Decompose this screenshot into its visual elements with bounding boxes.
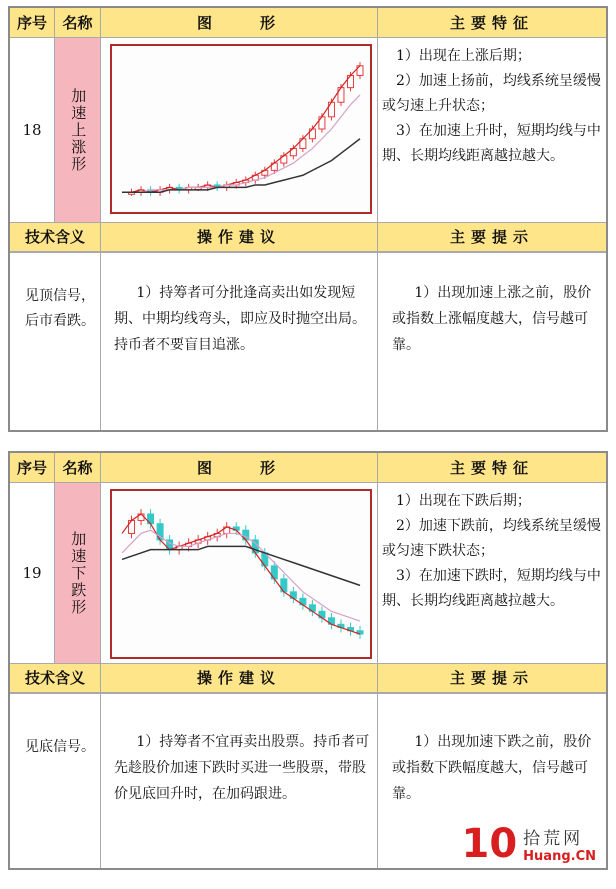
meaning-text: 见顶信号，后市看跌。: [25, 288, 95, 329]
feature-item: 1）出现在下跌后期；: [396, 493, 531, 509]
moving-average-line: [122, 546, 360, 585]
site-logo: [461, 821, 597, 867]
pattern-name: 加速下跌形: [69, 530, 88, 616]
header-figure: 图 形: [101, 453, 377, 483]
feature-item: 1）出现在上涨后期；: [396, 48, 531, 64]
header-seq: 序号: [10, 453, 54, 483]
header-name: 名称: [55, 8, 100, 38]
features-text: [382, 44, 604, 169]
feature-item: 2）加速下跌前，均线系统呈缓慢或匀速下跌状态；: [382, 518, 601, 559]
features-text: [382, 489, 604, 614]
logo-cn: 拾荒网: [523, 829, 584, 849]
meaning-text: 见底信号。: [25, 739, 95, 755]
header-meaning: 技术含义: [10, 663, 100, 693]
header-advice: 操作建议: [101, 663, 377, 693]
header-note: 主要提示: [378, 222, 606, 252]
pattern-card-18: [8, 6, 608, 432]
note-text: [392, 280, 598, 358]
advice-paragraph: 1）持筹者不宜再卖出股票。持币者可先趁股价加速下跌时买进一些股票，带股价见底回升时，在加码跟进。: [114, 734, 370, 802]
pattern-name-cell: [55, 38, 100, 222]
header-advice: 操作建议: [101, 222, 377, 252]
moving-average-line: [122, 95, 360, 192]
pattern-name-cell: [55, 483, 100, 663]
moving-average-line: [122, 530, 360, 621]
header-figure: 图 形: [101, 8, 377, 38]
pattern-card-19: [8, 451, 608, 870]
header-seq: 序号: [10, 8, 54, 38]
pattern-number: 18: [22, 121, 42, 139]
advice-text: [114, 280, 370, 358]
candlestick-chart: [112, 491, 370, 657]
candlestick-chart-box: [110, 489, 372, 659]
header-meaning: 技术含义: [10, 222, 100, 252]
feature-item: 3）在加速上升时，短期均线与中期、长期均线距离越拉越大。: [382, 123, 601, 164]
candlestick-chart: [112, 46, 370, 212]
note-paragraph: 1）出现加速下跌之前，股价或指数下跌幅度越大，信号越可靠。: [392, 734, 592, 802]
note-paragraph: 1）出现加速上涨之前，股价或指数上涨幅度越大，信号越可靠。: [392, 285, 592, 353]
advice-paragraph: 1）持筹者可分批逢高卖出如发现短期、中期均线弯头，即应及时抛空出局。持币者不要盲目追涨。: [114, 285, 366, 353]
feature-item: 2）加速上扬前，均线系统呈缓慢或匀速上升状态；: [382, 73, 601, 114]
feature-item: 3）在加速下跌时，短期均线与中期、长期均线距离越拉越大。: [382, 568, 601, 609]
note-text: [392, 729, 598, 807]
logo-mark: 10: [461, 821, 518, 867]
candlestick-chart-box: [110, 44, 372, 214]
header-features: 主要特征: [378, 453, 606, 483]
logo-en: Huang.CN: [523, 849, 596, 864]
header-features: 主要特征: [378, 8, 606, 38]
header-note: 主要提示: [378, 663, 606, 693]
pattern-name: 加速上涨形: [69, 87, 88, 173]
header-name: 名称: [55, 453, 100, 483]
pattern-number: 19: [22, 564, 42, 582]
advice-text: [114, 729, 370, 807]
